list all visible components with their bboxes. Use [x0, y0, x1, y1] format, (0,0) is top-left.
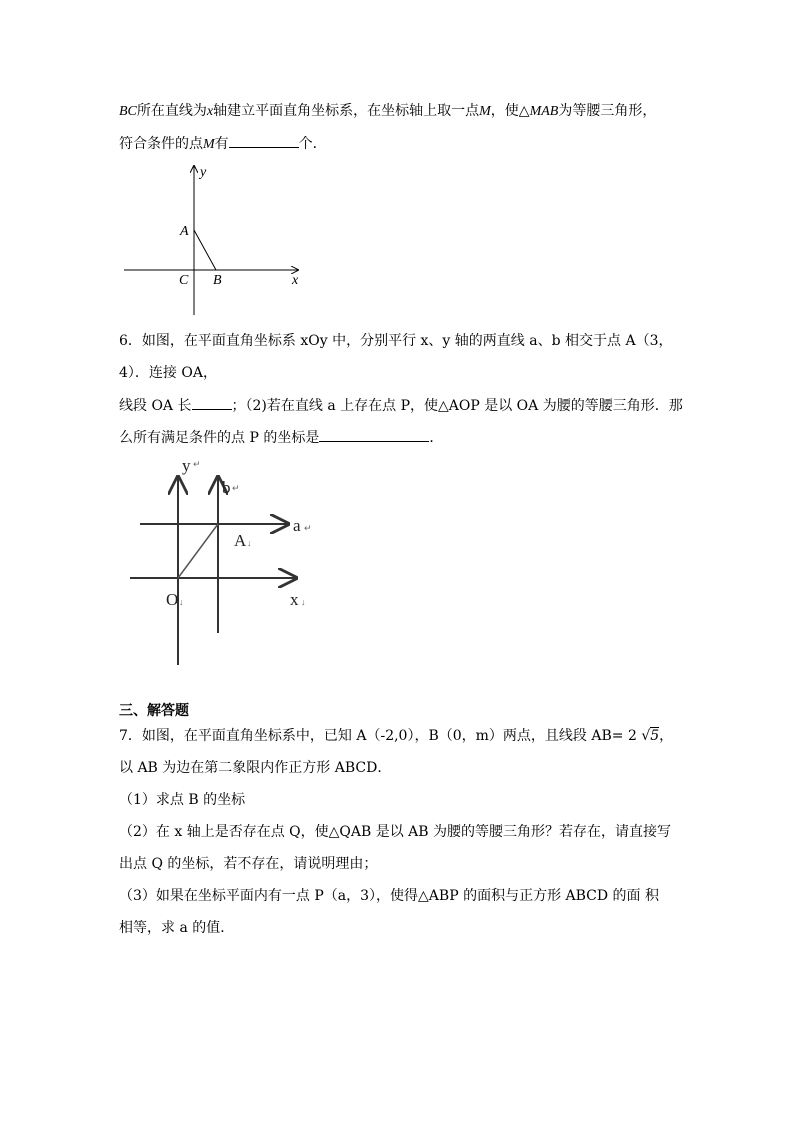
q6-x-mark: ↓: [301, 597, 306, 607]
q6-b-label: b: [222, 478, 231, 497]
q5-x-label: x: [292, 273, 299, 288]
q6-y-label: y: [182, 456, 191, 475]
q6-segment-oa: [178, 524, 218, 578]
q6-figure: [128, 455, 328, 670]
q5-a-label: A: [180, 224, 189, 239]
q6-b-mark: ↵: [232, 483, 240, 493]
q5-line-1: BC所在直线为x轴建立平面直角坐标系，在坐标轴上取一点M，使△MAB为等腰三角形，: [119, 103, 657, 119]
q6-line-4: 么所有满足条件的点 P 的坐标是 ．: [119, 427, 443, 448]
answer-blank[interactable]: [192, 395, 232, 410]
q6-o-label: O: [166, 590, 179, 609]
q5-line-2: 符合条件的点M有 个．: [119, 133, 327, 155]
q5-y-label: y: [200, 165, 207, 180]
q6-line-1: 6．如图，在平面直角坐标系 xOy 中，分别平行 x、y 轴的两直线 a、b 相交于点 A（3，: [119, 333, 673, 349]
q7-part-3-a: （3）如果在坐标平面内有一点 P（a，3），使得△ABP 的面积与正方形 ABCD 的面 积: [119, 888, 660, 904]
q6-y-mark: ↵: [193, 459, 201, 469]
radicand: 5: [650, 728, 660, 744]
answer-blank[interactable]: [319, 427, 429, 442]
q5-figure: [118, 160, 318, 320]
q6-line-3: 线段 OA 长 ；（2)若在直线 a 上存在点 P，使△AOP 是以 OA 为腰的等腰三角形．那: [119, 395, 683, 416]
q6-x-label: x: [290, 590, 299, 609]
q6-a-line-mark: ↵: [304, 523, 312, 533]
q7-line-1: 7．如图，在平面直角坐标系中，已知 A（-2,0），B（0，m）两点，且线段 AB= 2 √5，: [119, 728, 674, 744]
q7-part-2-b: 出点 Q 的坐标，若不存在，请说明理由；: [119, 856, 378, 872]
q5-c-label: C: [179, 273, 189, 288]
q6-a-point-mark: ↓: [247, 538, 252, 548]
q6-a-line-label: a: [293, 516, 301, 535]
q5-b-label: B: [213, 273, 222, 288]
q6-line-2: 4）．连接 OA，: [119, 365, 217, 381]
q7-part-2-a: （2）在 x 轴上是否存在点 Q，使△QAB 是以 AB 为腰的等腰三角形？若存在，请直接写: [119, 824, 672, 840]
q6-o-mark: ↓: [179, 597, 184, 607]
section-heading: 三、解答题: [119, 703, 189, 719]
q5-segment-ab: [194, 230, 216, 270]
answer-blank[interactable]: [229, 133, 299, 148]
q6-a-point-label: A: [234, 531, 247, 550]
q7-part-3-b: 相等，求 a 的值．: [119, 920, 235, 936]
q5-bc: BC: [119, 104, 137, 119]
q7-line-2: 以 AB 为边在第二象限内作正方形 ABCD．: [119, 760, 392, 776]
sqrt-symbol: √: [641, 728, 651, 744]
q7-part-1: （1）求点 B 的坐标: [119, 792, 246, 808]
